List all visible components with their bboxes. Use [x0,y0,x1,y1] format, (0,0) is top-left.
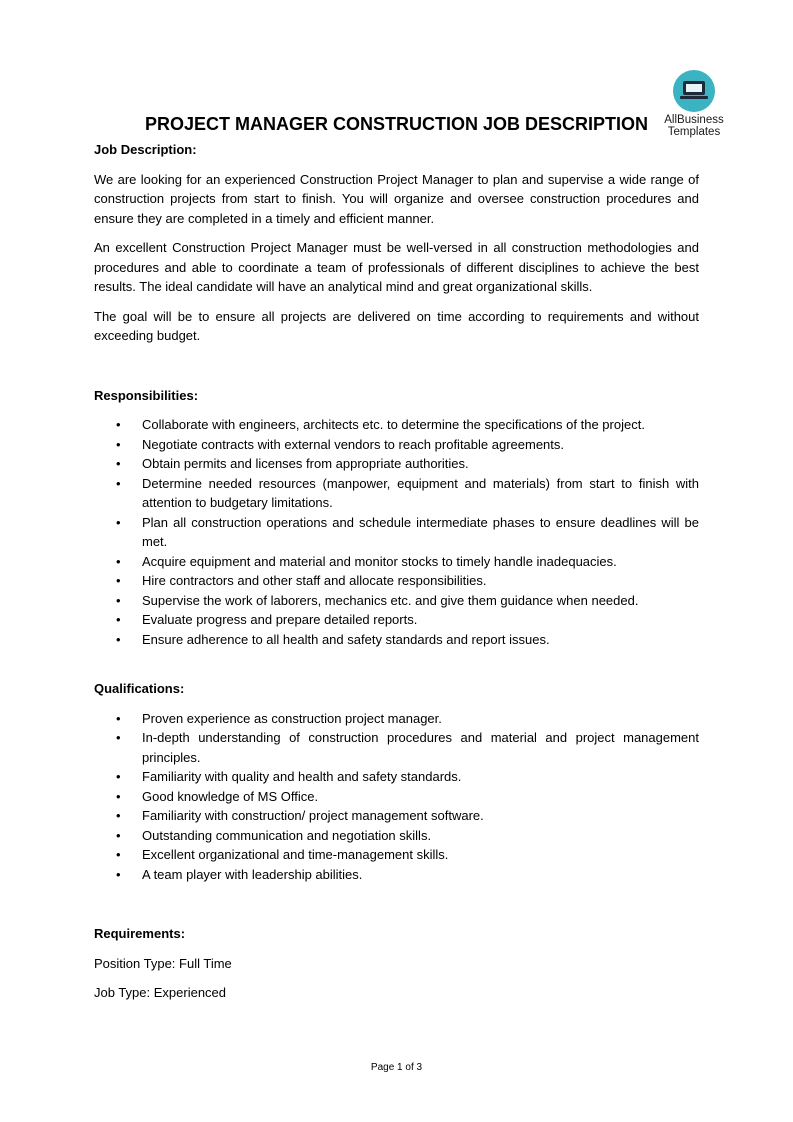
list-item: • Ensure adherence to all health and safety standards and report issues. [94,630,699,650]
list-item: • Collaborate with engineers, architects etc. to determine the specifications of the project. [94,415,699,435]
job-description-heading: Job Description: [94,142,197,157]
responsibilities-heading: Responsibilities: [94,387,199,403]
job-description-paragraph: The goal will be to ensure all projects are delivered on time according to requirements and without exceeding budget. [94,308,699,343]
list-item: • Acquire equipment and material and monitor stocks to timely handle inadequacies. [94,552,699,572]
list-item: • Plan all construction operations and schedule intermediate phases to ensure deadlines will be met. [94,513,699,552]
position-type: Position Type: Full Time [94,955,232,971]
list-item: • In-depth understanding of construction procedures and material and project management principles. [94,728,699,767]
page-number: Page 1 of 3 [370,1062,423,1073]
qualifications-list [94,709,699,885]
list-item: • Excellent organizational and time-management skills. [94,845,699,865]
document-body [94,140,699,1003]
list-item: • Hire contractors and other staff and allocate responsibilities. [94,571,699,591]
list-item: • Good knowledge of MS Office. [94,787,699,807]
job-type: Job Type: Experienced [94,985,227,1000]
qualifications-heading: Qualifications: [94,681,185,696]
list-item: • Determine needed resources (manpower, equipment and materials) from start to finish with attention to budgetary limitations. [94,474,699,513]
list-item: • A team player with leadership abilities. [94,865,699,885]
logo-line-1: AllBusiness [664,114,724,126]
list-item: • Familiarity with quality and health and safety standards. [94,767,699,787]
responsibilities-list [94,415,699,649]
logo-line-2: Templates [667,126,721,138]
job-description-paragraph: We are looking for an experienced Construction Project Manager to plan and supervise a wide range of construction projects from start to finish. You will organize and oversee construction procedures and ensure they are completed in a timely and efficient manner. [94,171,699,226]
job-description-paragraph: An excellent Construction Project Manager must be well-versed in all construction methodologies and procedures and able to coordinate a team of professionals of different disciplines to achieve the best results. The ideal candidate will have an analytical mind and great organizational skills. [94,240,699,294]
list-item: • Familiarity with construction/ project management software. [94,806,699,826]
list-item: • Evaluate progress and prepare detailed reports. [94,610,699,630]
document-title: PROJECT MANAGER CONSTRUCTION JOB DESCRIPTION [144,114,649,134]
list-item: • Supervise the work of laborers, mechanics etc. and give them guidance when needed. [94,591,699,611]
laptop-icon [673,70,715,112]
list-item: • Obtain permits and licenses from appropriate authorities. [94,454,699,474]
requirements-heading: Requirements: [94,926,186,941]
list-item: • Outstanding communication and negotiation skills. [94,826,699,846]
list-item: • Proven experience as construction project manager. [94,709,699,729]
list-item: • Negotiate contracts with external vendors to reach profitable agreements. [94,435,699,455]
